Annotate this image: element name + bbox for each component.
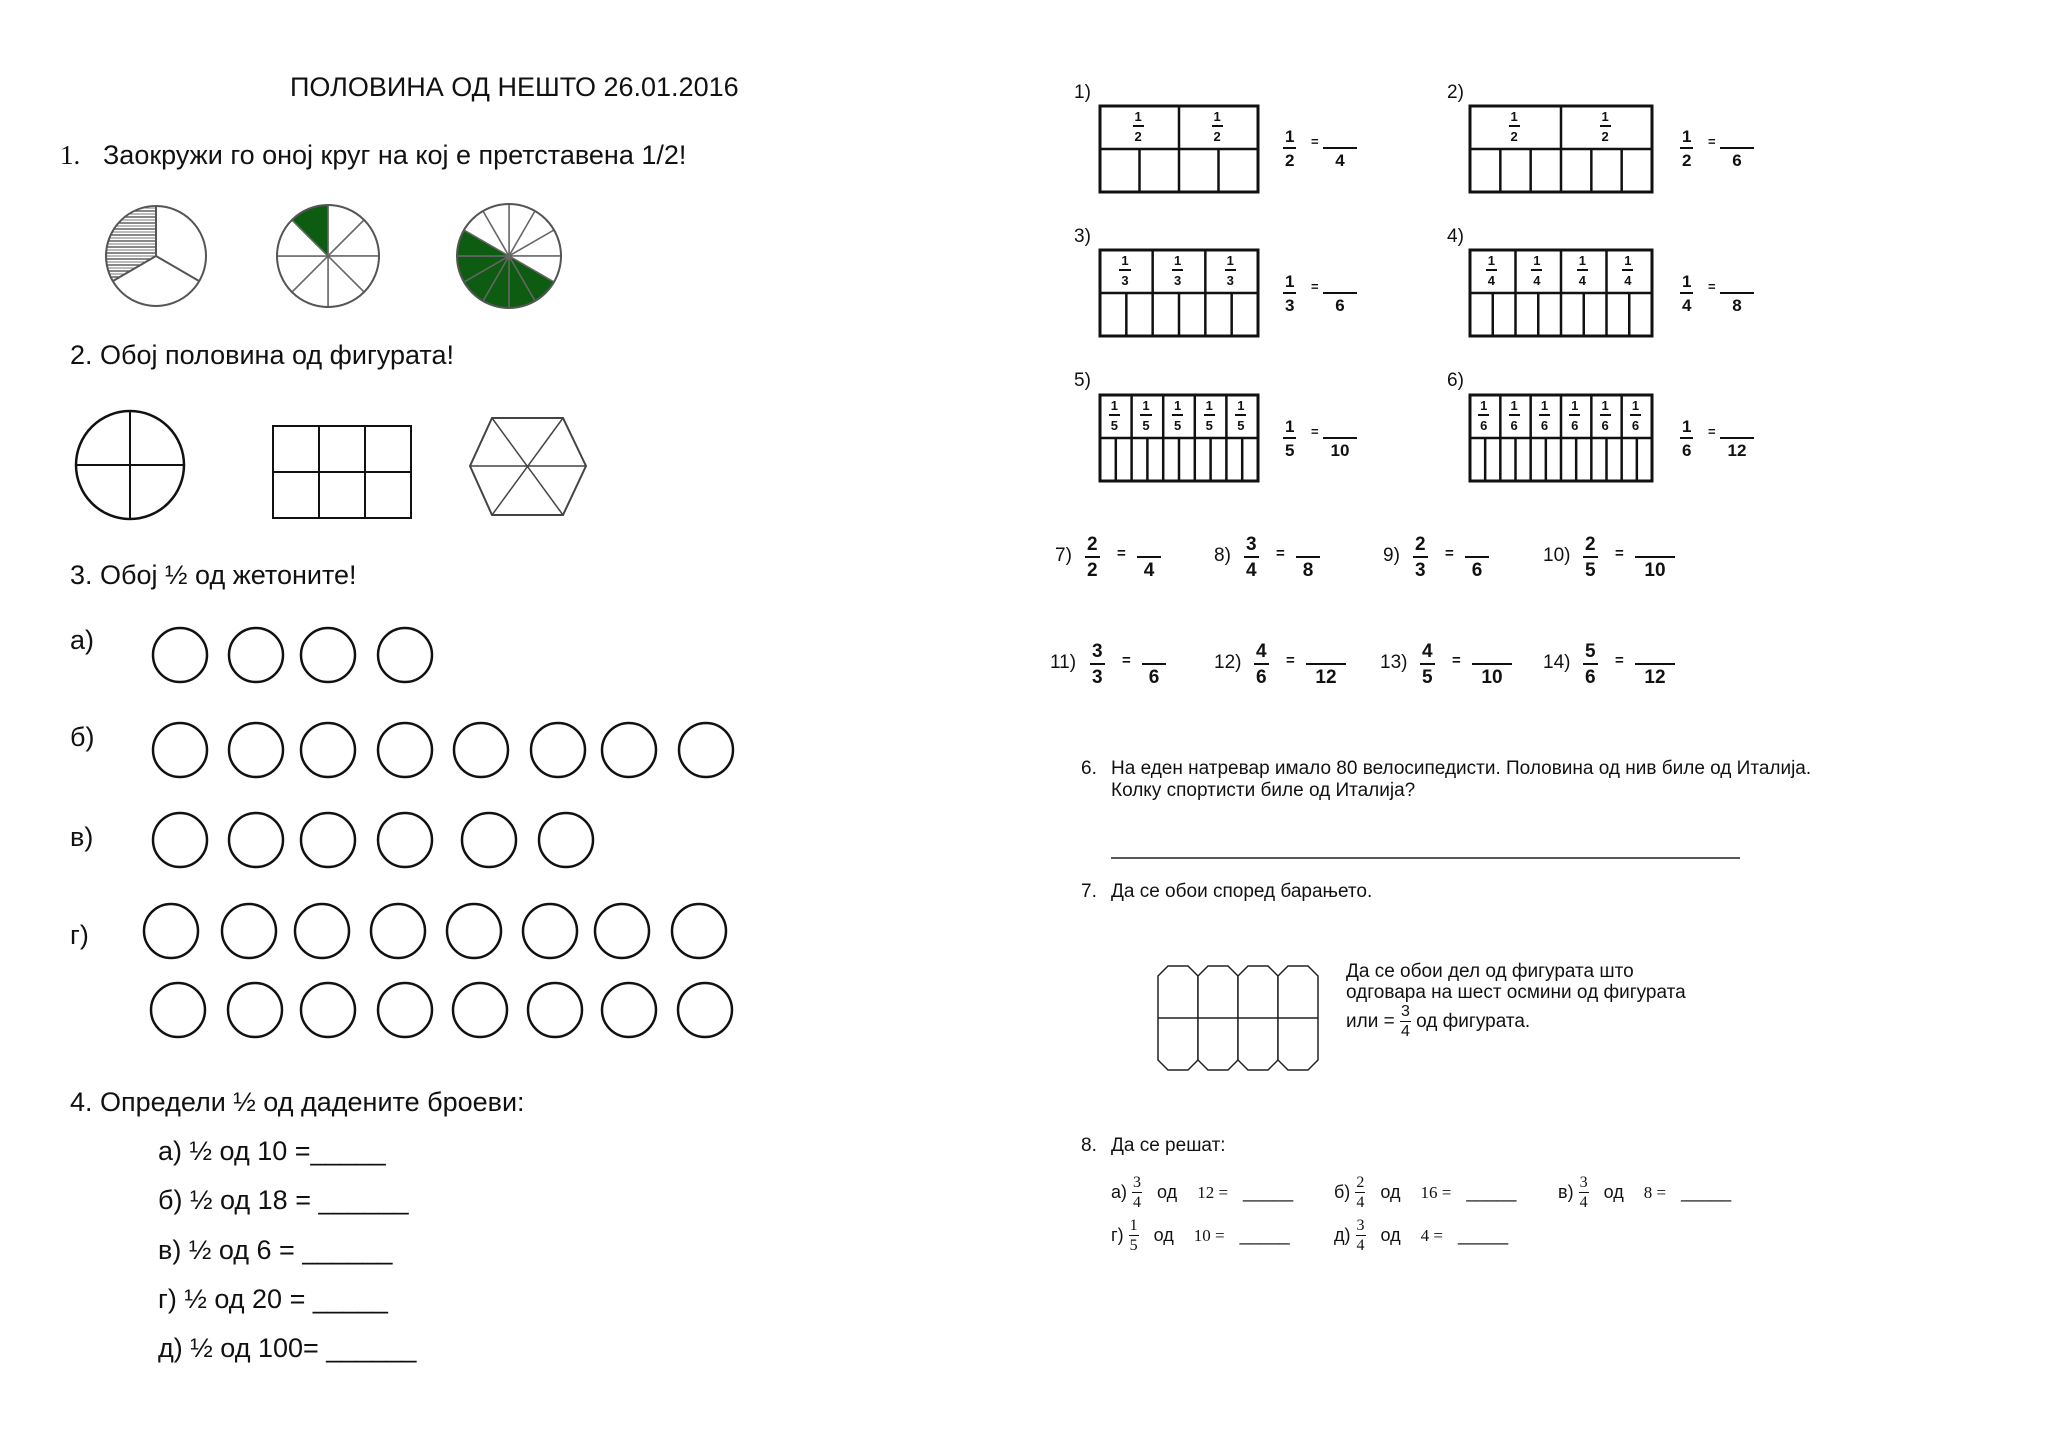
token-circle[interactable] bbox=[301, 813, 355, 867]
q8-item-label: а) bbox=[1111, 1181, 1128, 1202]
worksheet-title: ПОЛОВИНА ОД НЕШТО 26.01.2016 bbox=[290, 72, 739, 102]
q3-row-g-label: г) bbox=[70, 920, 89, 950]
equals-sign: = bbox=[1452, 652, 1461, 669]
q8-item-od: од bbox=[1380, 1224, 1401, 1245]
bar-equation-lhs: $\frac{1}{2}$ bbox=[1285, 127, 1295, 170]
bar-unit-fraction: $\frac{1}{4}$ bbox=[1624, 253, 1632, 288]
token-circle[interactable] bbox=[153, 723, 207, 777]
fraction-rhs[interactable]: 8 bbox=[1296, 535, 1320, 580]
q1-number: 1. bbox=[60, 140, 81, 170]
fraction-item-label: 11) bbox=[1050, 652, 1077, 673]
bar-unit-fraction: $\frac{1}{4}$ bbox=[1578, 253, 1586, 288]
q8-item-fraction: $\frac{3}{4}$ bbox=[1579, 1174, 1588, 1211]
q8-item-od: од bbox=[1157, 1181, 1178, 1202]
q8-item[interactable] bbox=[1334, 1218, 1508, 1254]
token-circle[interactable] bbox=[295, 904, 349, 958]
token-circle[interactable] bbox=[229, 813, 283, 867]
fraction-lhs: $\frac{2}{5}$ bbox=[1585, 534, 1596, 581]
equals-sign: = bbox=[1311, 134, 1319, 149]
q7-desc3-pre: или = bbox=[1346, 1011, 1395, 1033]
bar-item-label: 3) bbox=[1074, 226, 1091, 247]
fraction-lhs: $\frac{2}{2}$ bbox=[1087, 534, 1098, 581]
q7-desc3-post: од фигурата. bbox=[1416, 1011, 1531, 1033]
fraction-rhs[interactable]: 10 bbox=[1472, 642, 1512, 687]
fraction-rhs[interactable]: 12 bbox=[1306, 642, 1346, 687]
token-circle[interactable] bbox=[679, 723, 733, 777]
token-circle[interactable] bbox=[153, 628, 207, 682]
fraction-item-label: 14) bbox=[1543, 652, 1571, 673]
fraction-item-label: 8) bbox=[1214, 545, 1231, 566]
q4-text: 4. Определи ½ од дадените броеви: bbox=[70, 1087, 525, 1117]
bar-equation-lhs: $\frac{1}{6}$ bbox=[1682, 417, 1692, 460]
token-circle[interactable] bbox=[672, 904, 726, 958]
fraction-rhs[interactable]: 6 bbox=[1142, 642, 1166, 687]
q1-circle-eighths[interactable] bbox=[277, 205, 379, 307]
bar-unit-fraction: $\frac{1}{5}$ bbox=[1142, 398, 1150, 433]
token-circle[interactable] bbox=[602, 983, 656, 1037]
q2-circle-quarters[interactable] bbox=[76, 411, 184, 519]
fraction-lhs: $\frac{3}{3}$ bbox=[1092, 641, 1103, 688]
q6-line1: На еден натревар имало 80 велосипедисти. Половина од нив биле од Италија. bbox=[1111, 758, 1812, 779]
q4-item-d: д) ½ од 100= ______ bbox=[158, 1333, 417, 1363]
bar-equation-lhs: $\frac{1}{3}$ bbox=[1285, 272, 1295, 315]
equals-sign: = bbox=[1311, 424, 1319, 439]
equals-sign: = bbox=[1708, 424, 1716, 439]
token-circle[interactable] bbox=[301, 628, 355, 682]
q8-item[interactable] bbox=[1111, 1175, 1293, 1211]
fraction-lhs: $\frac{5}{6}$ bbox=[1585, 641, 1596, 688]
bar-equation-lhs: $\frac{1}{4}$ bbox=[1682, 272, 1692, 315]
equals-sign: = bbox=[1445, 545, 1454, 562]
q6-line2: Колку спортисти биле од Италија? bbox=[1111, 780, 1416, 801]
bar-equation-rhs[interactable]: 8 bbox=[1720, 273, 1754, 314]
q8-number: 8. bbox=[1081, 1135, 1097, 1156]
q8-item-blank[interactable]: _____ bbox=[1466, 1181, 1517, 1202]
q8-item[interactable] bbox=[1111, 1218, 1290, 1254]
token-circle[interactable] bbox=[301, 983, 355, 1037]
token-circle[interactable] bbox=[229, 628, 283, 682]
q8-item-label: б) bbox=[1334, 1181, 1351, 1202]
token-circle[interactable] bbox=[523, 904, 577, 958]
equals-sign: = bbox=[1117, 545, 1126, 562]
bar-unit-fraction: $\frac{1}{5}$ bbox=[1174, 398, 1182, 433]
q1-circle-twelfths[interactable] bbox=[457, 204, 561, 308]
fraction-item-label: 10) bbox=[1543, 545, 1571, 566]
fraction-item-label: 13) bbox=[1380, 652, 1408, 673]
q8-item[interactable] bbox=[1558, 1175, 1731, 1211]
fraction-item-label: 9) bbox=[1383, 545, 1400, 566]
bar-unit-fraction: $\frac{1}{5}$ bbox=[1237, 398, 1245, 433]
bar-equation-rhs[interactable]: 6 bbox=[1323, 273, 1357, 314]
token-circle[interactable] bbox=[151, 983, 205, 1037]
fraction-lhs: $\frac{3}{4}$ bbox=[1246, 534, 1257, 581]
bar-item-label: 5) bbox=[1074, 370, 1091, 391]
bar-unit-fraction: $\frac{1}{6}$ bbox=[1540, 398, 1549, 433]
bar-item-label: 6) bbox=[1447, 370, 1464, 391]
bar-item-label: 1) bbox=[1074, 82, 1091, 103]
q8-text: Да се решат: bbox=[1111, 1135, 1226, 1156]
bar-unit-fraction: $\frac{1}{2}$ bbox=[1601, 109, 1609, 144]
q8-item-expr: 4 = bbox=[1420, 1225, 1444, 1245]
fraction-rhs[interactable]: 12 bbox=[1635, 642, 1675, 687]
token-circle[interactable] bbox=[528, 983, 582, 1037]
token-circle[interactable] bbox=[595, 904, 649, 958]
fraction-rhs[interactable]: 4 bbox=[1137, 535, 1161, 580]
q7-desc3 bbox=[1346, 1004, 1530, 1040]
q4-item-b: б) ½ од 18 = ______ bbox=[158, 1185, 409, 1215]
fraction-item-label: 7) bbox=[1055, 545, 1072, 566]
q8-item-blank[interactable]: _____ bbox=[1243, 1181, 1294, 1202]
q8-item-od: од bbox=[1153, 1224, 1174, 1245]
token-circle[interactable] bbox=[447, 904, 501, 958]
fraction-item-label: 12) bbox=[1214, 652, 1242, 673]
q8-item[interactable] bbox=[1334, 1175, 1516, 1211]
q7-text: Да се обои според барањето. bbox=[1111, 881, 1373, 902]
bar-unit-fraction: $\frac{1}{2}$ bbox=[1134, 109, 1142, 144]
token-circle[interactable] bbox=[378, 628, 432, 682]
token-circle[interactable] bbox=[378, 723, 432, 777]
q2-rectangle-sixths[interactable] bbox=[273, 426, 411, 518]
fraction-lhs: $\frac{4}{6}$ bbox=[1256, 641, 1267, 688]
q8-item-expr: 16 = bbox=[1420, 1182, 1452, 1202]
token-circle[interactable] bbox=[453, 983, 507, 1037]
bar-equation-rhs[interactable]: 4 bbox=[1323, 128, 1357, 169]
token-circle[interactable] bbox=[144, 904, 198, 958]
bar-item-label: 2) bbox=[1447, 82, 1464, 103]
equals-sign: = bbox=[1615, 652, 1624, 669]
bar-unit-fraction: $\frac{1}{3}$ bbox=[1226, 253, 1234, 288]
q8-item-od: од bbox=[1603, 1181, 1624, 1202]
q4-item-g: г) ½ од 20 = _____ bbox=[158, 1284, 388, 1314]
bar-unit-fraction: $\frac{1}{6}$ bbox=[1480, 398, 1488, 433]
q8-item-blank[interactable]: _____ bbox=[1239, 1224, 1290, 1245]
token-circle[interactable] bbox=[222, 904, 276, 958]
q8-item-expr: 8 = bbox=[1643, 1182, 1667, 1202]
fraction-rhs[interactable]: 10 bbox=[1635, 535, 1675, 580]
q8-item-fraction: $\frac{3}{4}$ bbox=[1356, 1217, 1365, 1254]
bar-unit-fraction: $\frac{1}{3}$ bbox=[1174, 253, 1182, 288]
q7-fraction: $\frac{3}{4}$ bbox=[1400, 1003, 1410, 1040]
bar-item-label: 4) bbox=[1447, 226, 1464, 247]
q3-row-b-label: б) bbox=[70, 722, 95, 752]
token-circle[interactable] bbox=[539, 813, 593, 867]
token-circle[interactable] bbox=[454, 723, 508, 777]
bar-unit-fraction: $\frac{1}{5}$ bbox=[1110, 398, 1119, 433]
q7-number: 7. bbox=[1081, 881, 1097, 902]
q2-text: 2. Обој половина од фигурата! bbox=[70, 340, 455, 370]
token-circle[interactable] bbox=[371, 904, 425, 958]
q7-desc1: Да се обои дел од фигурата што bbox=[1346, 961, 1634, 982]
equals-sign: = bbox=[1286, 652, 1295, 669]
q2-hexagon-sixths[interactable] bbox=[470, 418, 586, 515]
bar-unit-fraction: $\frac{1}{6}$ bbox=[1601, 398, 1609, 433]
equals-sign: = bbox=[1708, 279, 1716, 294]
token-circle[interactable] bbox=[228, 983, 282, 1037]
q8-item-od: од bbox=[1380, 1181, 1401, 1202]
token-circle[interactable] bbox=[301, 723, 355, 777]
q8-item-fraction: $\frac{1}{5}$ bbox=[1129, 1217, 1138, 1254]
bar-equation-lhs: $\frac{1}{5}$ bbox=[1285, 417, 1295, 460]
equals-sign: = bbox=[1276, 545, 1285, 562]
token-circle[interactable] bbox=[602, 723, 656, 777]
bar-unit-fraction: $\frac{1}{3}$ bbox=[1121, 253, 1129, 288]
bar-unit-fraction: $\frac{1}{6}$ bbox=[1631, 398, 1640, 433]
bar-unit-fraction: $\frac{1}{6}$ bbox=[1510, 398, 1518, 433]
equals-sign: = bbox=[1708, 134, 1716, 149]
q7-desc2: одговара на шест осмини од фигурата bbox=[1346, 982, 1686, 1003]
bar-equation-rhs[interactable]: 10 bbox=[1323, 418, 1357, 459]
equals-sign: = bbox=[1615, 545, 1624, 562]
token-circle[interactable] bbox=[462, 813, 516, 867]
bar-unit-fraction: $\frac{1}{5}$ bbox=[1205, 398, 1213, 433]
bar-unit-fraction: $\frac{1}{2}$ bbox=[1213, 109, 1221, 144]
bar-unit-fraction: $\frac{1}{6}$ bbox=[1571, 398, 1579, 433]
q3-tokens[interactable] bbox=[144, 628, 733, 1037]
q1-circle-thirds[interactable] bbox=[106, 206, 206, 306]
q4-item-a: а) ½ од 10 =_____ bbox=[158, 1136, 386, 1166]
q8-item-fraction: $\frac{2}{4}$ bbox=[1356, 1174, 1365, 1211]
bar-equation-lhs: $\frac{1}{2}$ bbox=[1682, 127, 1692, 170]
fraction-lhs: $\frac{2}{3}$ bbox=[1415, 534, 1426, 581]
q6-number: 6. bbox=[1081, 758, 1097, 779]
token-circle[interactable] bbox=[378, 813, 432, 867]
q3-text: 3. Обој ½ од жетоните! bbox=[70, 560, 357, 590]
q8-item-label: в) bbox=[1558, 1181, 1574, 1202]
bar-equation-rhs[interactable]: 12 bbox=[1720, 418, 1754, 459]
q8-item-blank[interactable]: _____ bbox=[1681, 1181, 1732, 1202]
q1-text: Заокружи го оној круг на кој е претставена 1/2! bbox=[103, 140, 687, 170]
q8-item-fraction: $\frac{3}{4}$ bbox=[1133, 1174, 1142, 1211]
q8-item-label: г) bbox=[1111, 1224, 1124, 1245]
q3-row-a-label: а) bbox=[70, 625, 95, 655]
fraction-rhs[interactable]: 6 bbox=[1465, 535, 1489, 580]
q3-row-v-label: в) bbox=[70, 822, 94, 852]
q8-item-label: д) bbox=[1334, 1224, 1351, 1245]
q8-item-blank[interactable]: _____ bbox=[1458, 1224, 1509, 1245]
q4-item-v: в) ½ од 6 = ______ bbox=[158, 1235, 393, 1265]
equals-sign: = bbox=[1311, 279, 1319, 294]
bar-equation-rhs[interactable]: 6 bbox=[1720, 128, 1754, 169]
token-circle[interactable] bbox=[531, 723, 585, 777]
q7-figure[interactable] bbox=[1158, 966, 1318, 1070]
token-circle[interactable] bbox=[153, 813, 207, 867]
q8-item-expr: 10 = bbox=[1193, 1225, 1225, 1245]
equals-sign: = bbox=[1122, 652, 1131, 669]
token-circle[interactable] bbox=[378, 983, 432, 1037]
token-circle[interactable] bbox=[229, 723, 283, 777]
token-circle[interactable] bbox=[678, 983, 732, 1037]
bar-unit-fraction: $\frac{1}{2}$ bbox=[1510, 109, 1518, 144]
bar-unit-fraction: $\frac{1}{4}$ bbox=[1487, 253, 1495, 288]
bar-unit-fraction: $\frac{1}{4}$ bbox=[1533, 253, 1541, 288]
q8-item-expr: 12 = bbox=[1197, 1182, 1229, 1202]
fraction-lhs: $\frac{4}{5}$ bbox=[1422, 641, 1433, 688]
